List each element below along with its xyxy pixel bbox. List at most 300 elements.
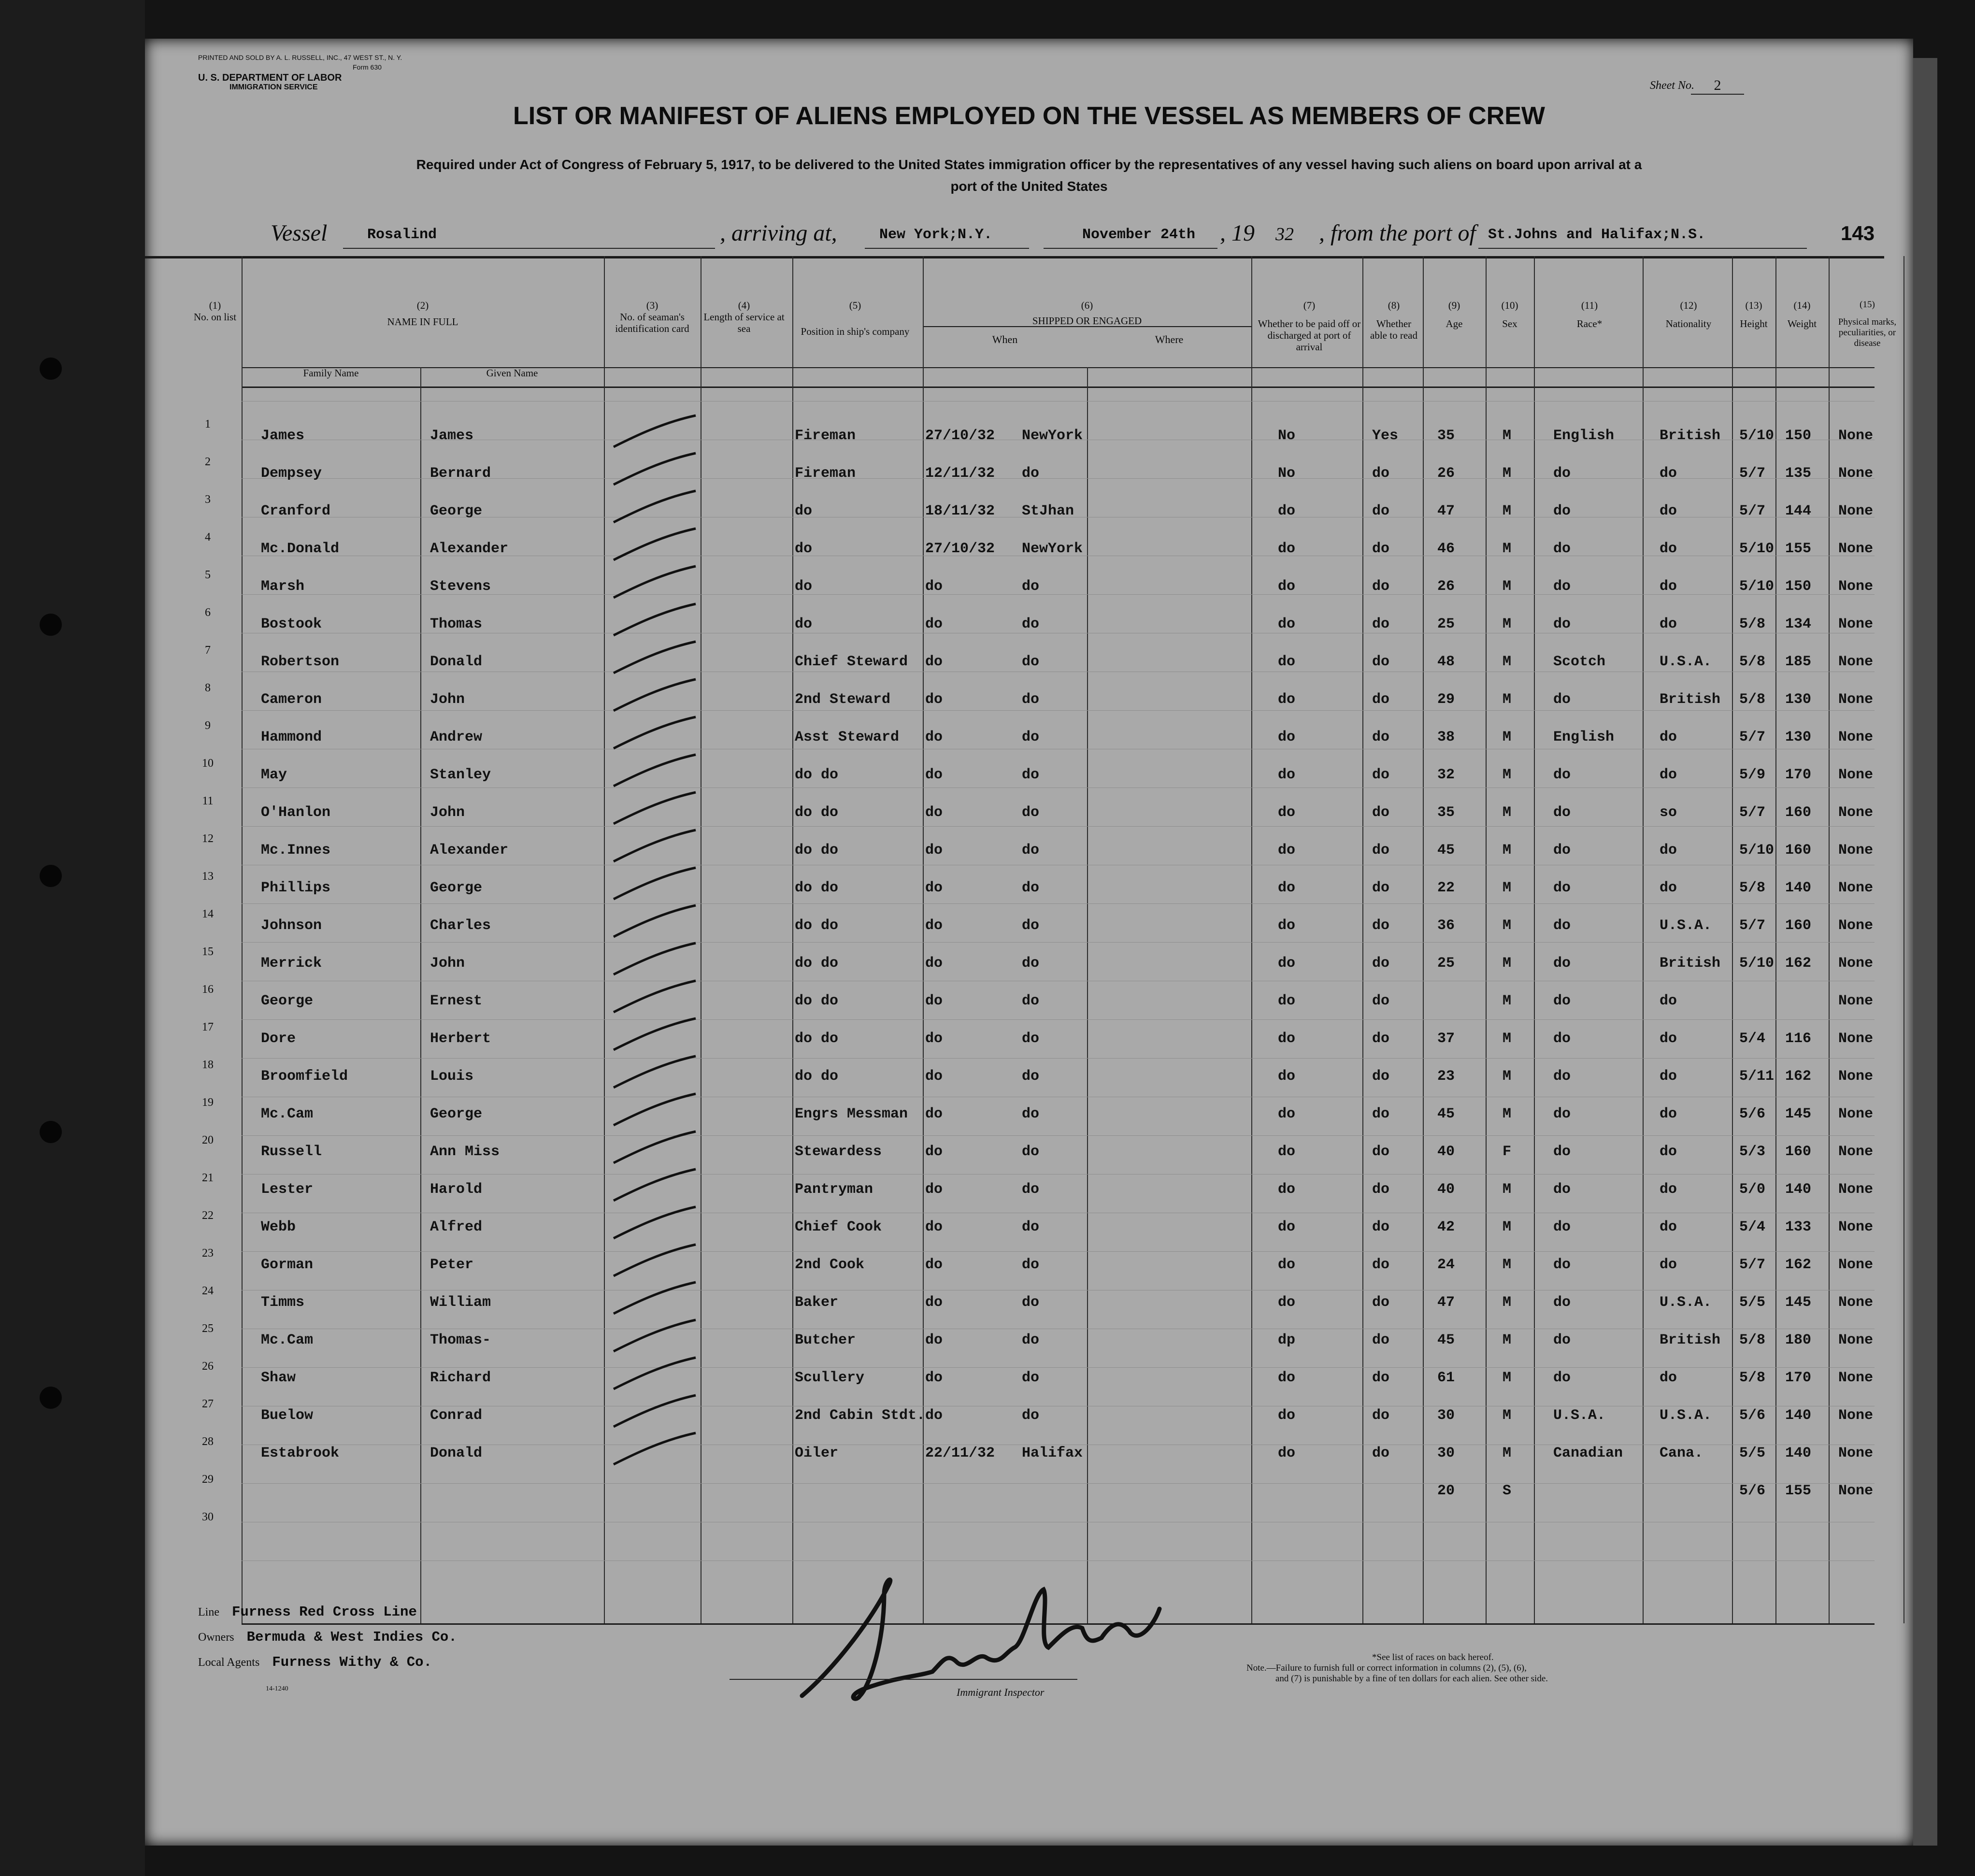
cell-sex: M xyxy=(1503,1068,1512,1085)
identification-check-mark xyxy=(604,865,710,904)
cell-when: do xyxy=(925,1332,943,1348)
cell-when: do xyxy=(925,993,943,1009)
vessel-label: Vessel xyxy=(271,220,328,246)
cell-where: NewYork xyxy=(1022,428,1083,444)
cell-given: Harold xyxy=(430,1181,483,1198)
row-number: 25 xyxy=(202,1322,214,1335)
identification-check-mark xyxy=(604,1054,710,1092)
cell-height: 5/3 xyxy=(1739,1144,1766,1160)
col11-header: (11) Race* xyxy=(1576,300,1603,330)
row-number: 26 xyxy=(202,1360,214,1373)
vessel-line xyxy=(271,220,1903,258)
cell-position: do do xyxy=(795,993,839,1009)
cell-age: 42 xyxy=(1437,1219,1455,1235)
cell-age: 45 xyxy=(1437,842,1455,859)
cell-read: do xyxy=(1372,1294,1390,1311)
cell-weight: 140 xyxy=(1785,1445,1812,1461)
cell-height: 5/7 xyxy=(1739,729,1766,745)
cell-where: do xyxy=(1022,578,1040,595)
cell-family: Webb xyxy=(261,1219,296,1235)
cell-age: 29 xyxy=(1437,691,1455,708)
cell-paid: do xyxy=(1278,1370,1296,1386)
row-number: 10 xyxy=(202,757,214,770)
cell-read: do xyxy=(1372,1181,1390,1198)
row-number: 9 xyxy=(205,719,211,732)
cell-family: Timms xyxy=(261,1294,305,1311)
cell-sex: M xyxy=(1503,1445,1512,1461)
cell-nationality: U.S.A. xyxy=(1660,1407,1712,1424)
cell-height: 5/6 xyxy=(1739,1407,1766,1424)
cell-family: O'Hanlon xyxy=(261,804,331,821)
cell-weight: 140 xyxy=(1785,880,1812,896)
col6-where-header: Where xyxy=(1155,333,1184,345)
cell-where: StJhan xyxy=(1022,503,1074,519)
cell-sex: M xyxy=(1503,1332,1512,1348)
cell-age: 35 xyxy=(1437,428,1455,444)
cell-family: May xyxy=(261,767,287,783)
cell-paid: do xyxy=(1278,993,1296,1009)
identification-check-mark xyxy=(604,601,710,640)
cell-position: do do xyxy=(795,917,839,934)
cell-where: do xyxy=(1022,880,1040,896)
cell-weight: 145 xyxy=(1785,1106,1812,1122)
cell-age: 61 xyxy=(1437,1370,1455,1386)
col1-header: (1) No. on list xyxy=(193,300,237,323)
identification-check-mark xyxy=(604,451,710,489)
cell-height: 5/8 xyxy=(1739,880,1766,896)
col8-header: (8) Whether able to read xyxy=(1370,300,1417,342)
cell-marks: None xyxy=(1838,616,1874,632)
cell-paid: do xyxy=(1278,917,1296,934)
cell-paid: do xyxy=(1278,842,1296,859)
sheet-number: 2 xyxy=(1691,77,1744,95)
cell-where: do xyxy=(1022,1332,1040,1348)
cell-read: do xyxy=(1372,1407,1390,1424)
cell-paid: do xyxy=(1278,955,1296,972)
identification-check-mark xyxy=(604,1242,710,1281)
col2-family-header: Family Name xyxy=(303,367,359,379)
cell-marks: None xyxy=(1838,503,1874,519)
cell-read: do xyxy=(1372,1257,1390,1273)
cell-paid: do xyxy=(1278,691,1296,708)
cell-where: do xyxy=(1022,691,1040,708)
cell-paid: do xyxy=(1278,1031,1296,1047)
cell-when: do xyxy=(925,804,943,821)
identification-check-mark xyxy=(604,1317,710,1356)
cell-where: do xyxy=(1022,654,1040,670)
cell-marks: None xyxy=(1838,578,1874,595)
cell-height: 5/10 xyxy=(1739,428,1775,444)
cell-where: do xyxy=(1022,1294,1040,1311)
cell-race: English xyxy=(1553,428,1615,444)
col12-header: (12) Nationality xyxy=(1665,300,1712,330)
col14-header: (14) Weight xyxy=(1787,300,1817,330)
cell-height: 5/8 xyxy=(1739,616,1766,632)
cell-race: do xyxy=(1553,1181,1571,1198)
cell-marks: None xyxy=(1838,1483,1874,1499)
cell-read: do xyxy=(1372,1068,1390,1085)
cell-where: do xyxy=(1022,955,1040,972)
identification-check-mark xyxy=(604,639,710,678)
cell-when: do xyxy=(925,1294,943,1311)
cell-weight: 116 xyxy=(1785,1031,1812,1047)
cell-paid: do xyxy=(1278,729,1296,745)
cell-height: 5/5 xyxy=(1739,1294,1766,1311)
cell-height: 5/5 xyxy=(1739,1445,1766,1461)
cell-when: do xyxy=(925,1031,943,1047)
cell-position: Chief Steward xyxy=(795,654,908,670)
cell-weight: 133 xyxy=(1785,1219,1812,1235)
cell-race: do xyxy=(1553,1257,1571,1273)
col10-header: (10) Sex xyxy=(1501,300,1518,330)
cell-weight: 170 xyxy=(1785,767,1812,783)
cell-when: do xyxy=(925,1106,943,1122)
cell-read: do xyxy=(1372,1031,1390,1047)
form-number: Form 630 xyxy=(353,63,382,71)
cell-sex: M xyxy=(1503,767,1512,783)
cell-read: do xyxy=(1372,1370,1390,1386)
cell-sex: M xyxy=(1503,691,1512,708)
cell-height: 5/8 xyxy=(1739,1370,1766,1386)
cell-race: U.S.A. xyxy=(1553,1407,1606,1424)
cell-read: do xyxy=(1372,503,1390,519)
cell-when: do xyxy=(925,729,943,745)
cell-sex: M xyxy=(1503,1219,1512,1235)
cell-nationality: do xyxy=(1660,616,1677,632)
cell-when: do xyxy=(925,1068,943,1085)
row-number: 27 xyxy=(202,1398,214,1410)
cell-weight: 160 xyxy=(1785,804,1812,821)
cell-given: Conrad xyxy=(430,1407,483,1424)
cell-nationality: do xyxy=(1660,578,1677,595)
cell-race: do xyxy=(1553,993,1571,1009)
row-number: 11 xyxy=(202,795,214,807)
cell-where: do xyxy=(1022,1407,1040,1424)
cell-when: do xyxy=(925,578,943,595)
cell-marks: None xyxy=(1838,880,1874,896)
sheet-number-label: Sheet No. xyxy=(1650,79,1694,92)
row-number: 7 xyxy=(205,644,211,657)
inspector-label: Immigrant Inspector xyxy=(957,1686,1045,1698)
cell-family: Phillips xyxy=(261,880,331,896)
cell-family: George xyxy=(261,993,314,1009)
cell-race: do xyxy=(1553,804,1571,821)
cell-nationality: do xyxy=(1660,1257,1677,1273)
cell-marks: None xyxy=(1838,1181,1874,1198)
cell-sex: S xyxy=(1503,1483,1512,1499)
cell-where: do xyxy=(1022,1181,1040,1198)
identification-check-mark xyxy=(604,1167,710,1205)
cell-read: Yes xyxy=(1372,428,1399,444)
cell-race: do xyxy=(1553,1068,1571,1085)
row-number: 19 xyxy=(202,1096,214,1109)
cell-race: English xyxy=(1553,729,1615,745)
cell-age: 30 xyxy=(1437,1407,1455,1424)
cell-weight: 155 xyxy=(1785,541,1812,557)
cell-age: 40 xyxy=(1437,1144,1455,1160)
manifest-sheet xyxy=(145,39,1913,1846)
page-number: 143 xyxy=(1841,222,1875,244)
cell-age: 45 xyxy=(1437,1106,1455,1122)
agents-field: Local Agents Furness Withy & Co. xyxy=(198,1654,432,1670)
line-value: Furness Red Cross Line xyxy=(231,1604,417,1620)
cell-age: 46 xyxy=(1437,541,1455,557)
row-number: 24 xyxy=(202,1285,214,1297)
punch-hole xyxy=(40,358,62,380)
cell-marks: None xyxy=(1838,842,1874,859)
cell-family: Broomfield xyxy=(261,1068,348,1085)
printer-line: PRINTED AND SOLD BY A. L. RUSSELL, INC., 47 WEST ST., N. Y. xyxy=(198,54,402,61)
cell-race: do xyxy=(1553,1031,1571,1047)
identification-check-mark xyxy=(604,752,710,791)
identification-check-mark xyxy=(604,1091,710,1130)
cell-nationality: do xyxy=(1660,1031,1677,1047)
cell-nationality: do xyxy=(1660,1106,1677,1122)
identification-check-mark xyxy=(604,978,710,1017)
cell-paid: do xyxy=(1278,503,1296,519)
cell-paid: do xyxy=(1278,1144,1296,1160)
cell-age: 22 xyxy=(1437,880,1455,896)
cell-age: 30 xyxy=(1437,1445,1455,1461)
cell-family: Mc.Donald xyxy=(261,541,340,557)
cell-family: Merrick xyxy=(261,955,322,972)
cell-nationality: do xyxy=(1660,1219,1677,1235)
cell-position: do xyxy=(795,503,813,519)
identification-check-mark xyxy=(604,1016,710,1055)
col5-header: (5) Position in ship's company xyxy=(801,300,910,338)
col6-when-header: When xyxy=(992,333,1018,345)
agents-value: Furness Withy & Co. xyxy=(272,1654,432,1670)
cell-paid: do xyxy=(1278,1106,1296,1122)
cell-race: do xyxy=(1553,578,1571,595)
cell-where: do xyxy=(1022,842,1040,859)
cell-family: Johnson xyxy=(261,917,322,934)
cell-weight: 135 xyxy=(1785,465,1812,482)
cell-read: do xyxy=(1372,993,1390,1009)
col9-header: (9) Age xyxy=(1445,300,1463,330)
cell-where: do xyxy=(1022,729,1040,745)
cell-race: do xyxy=(1553,1332,1571,1348)
cell-age: 45 xyxy=(1437,1332,1455,1348)
cell-paid: do xyxy=(1278,1294,1296,1311)
cell-sex: M xyxy=(1503,616,1512,632)
cell-read: do xyxy=(1372,842,1390,859)
identification-check-mark xyxy=(604,413,710,452)
cell-age: 26 xyxy=(1437,465,1455,482)
cell-age: 38 xyxy=(1437,729,1455,745)
cell-race: do xyxy=(1553,1294,1571,1311)
cell-sex: F xyxy=(1503,1144,1512,1160)
cell-paid: do xyxy=(1278,1181,1296,1198)
cell-sex: M xyxy=(1503,428,1512,444)
cell-weight: 185 xyxy=(1785,654,1812,670)
cell-where: do xyxy=(1022,1031,1040,1047)
cell-nationality: do xyxy=(1660,465,1677,482)
cell-race: do xyxy=(1553,503,1571,519)
cell-paid: do xyxy=(1278,1445,1296,1461)
row-number: 18 xyxy=(202,1059,214,1071)
cell-nationality: do xyxy=(1660,541,1677,557)
cell-given: Charles xyxy=(430,917,491,934)
cell-position: do do xyxy=(795,1031,839,1047)
cell-where: Halifax xyxy=(1022,1445,1083,1461)
col2-given-header: Given Name xyxy=(486,367,538,379)
cell-family: Dore xyxy=(261,1031,296,1047)
cell-where: do xyxy=(1022,767,1040,783)
cell-nationality: British xyxy=(1660,691,1721,708)
cell-family: Cameron xyxy=(261,691,322,708)
cell-family: Gorman xyxy=(261,1257,314,1273)
cell-position: Baker xyxy=(795,1294,839,1311)
cell-nationality: do xyxy=(1660,842,1677,859)
cell-race: do xyxy=(1553,842,1571,859)
cell-height: 5/7 xyxy=(1739,917,1766,934)
cell-height: 5/10 xyxy=(1739,955,1775,972)
cell-position: Fireman xyxy=(795,465,856,482)
cell-marks: None xyxy=(1838,917,1874,934)
cell-when: do xyxy=(925,1181,943,1198)
identification-check-mark xyxy=(604,1355,710,1394)
cell-position: Pantryman xyxy=(795,1181,873,1198)
cell-sex: M xyxy=(1503,993,1512,1009)
cell-when: do xyxy=(925,654,943,670)
row-number: 15 xyxy=(202,945,214,958)
identification-check-mark xyxy=(604,1129,710,1168)
note-block: *See list of races on back hereof. Note.—Failure to furnish full or correct information in columns (2), (5), (6), and (7) is punishable by a fine of ten dollars for each alien. See other side. xyxy=(1246,1652,1548,1684)
cell-weight: 134 xyxy=(1785,616,1812,632)
cell-weight: 160 xyxy=(1785,917,1812,934)
cell-read: do xyxy=(1372,541,1390,557)
identification-check-mark xyxy=(604,564,710,602)
cell-sex: M xyxy=(1503,1407,1512,1424)
cell-paid: do xyxy=(1278,1257,1296,1273)
cell-paid: do xyxy=(1278,1068,1296,1085)
identification-check-mark xyxy=(604,1280,710,1318)
arriving-label: , arriving at, xyxy=(720,220,837,246)
cell-position: 2nd Cabin Stdt. xyxy=(795,1407,926,1424)
cell-nationality: U.S.A. xyxy=(1660,654,1712,670)
cell-marks: None xyxy=(1838,1031,1874,1047)
cell-where: do xyxy=(1022,1370,1040,1386)
cell-sex: M xyxy=(1503,503,1512,519)
document-subtitle-2: port of the United States xyxy=(950,179,1108,194)
cell-marks: None xyxy=(1838,541,1874,557)
cell-age: 40 xyxy=(1437,1181,1455,1198)
cell-where: do xyxy=(1022,993,1040,1009)
row-number: 17 xyxy=(202,1021,214,1033)
cell-nationality: do xyxy=(1660,1370,1677,1386)
cell-when: 22/11/32 xyxy=(925,1445,995,1461)
cell-race: do xyxy=(1553,880,1571,896)
cell-paid: do xyxy=(1278,541,1296,557)
cell-paid: do xyxy=(1278,804,1296,821)
cell-sex: M xyxy=(1503,729,1512,745)
row-number: 13 xyxy=(202,870,214,883)
cell-sex: M xyxy=(1503,465,1512,482)
cell-age: 32 xyxy=(1437,767,1455,783)
cell-given: Stanley xyxy=(430,767,491,783)
cell-weight: 130 xyxy=(1785,691,1812,708)
col4-header: (4) Length of service at sea xyxy=(703,300,785,335)
cell-marks: None xyxy=(1838,428,1874,444)
cell-when: do xyxy=(925,691,943,708)
cell-paid: dp xyxy=(1278,1332,1296,1348)
year-prefix: , 19 xyxy=(1220,220,1255,246)
cell-sex: M xyxy=(1503,917,1512,934)
cell-age: 35 xyxy=(1437,804,1455,821)
cell-when: do xyxy=(925,1144,943,1160)
cell-read: do xyxy=(1372,917,1390,934)
cell-nationality: British xyxy=(1660,1332,1721,1348)
cell-when: 27/10/32 xyxy=(925,541,995,557)
cell-height: 5/0 xyxy=(1739,1181,1766,1198)
cell-where: do xyxy=(1022,465,1040,482)
cell-given: John xyxy=(430,955,465,972)
arriving-port: New York;N.Y. xyxy=(879,227,993,243)
cell-family: Cranford xyxy=(261,503,331,519)
cell-sex: M xyxy=(1503,578,1512,595)
cell-read: do xyxy=(1372,804,1390,821)
cell-given: Ann Miss xyxy=(430,1144,500,1160)
cell-weight: 144 xyxy=(1785,503,1812,519)
cell-given: John xyxy=(430,804,465,821)
owners-field: Owners Bermuda & West Indies Co. xyxy=(198,1629,457,1645)
cell-read: do xyxy=(1372,1332,1390,1348)
cell-position: 2nd Cook xyxy=(795,1257,865,1273)
cell-when: do xyxy=(925,767,943,783)
cell-where: do xyxy=(1022,1068,1040,1085)
cell-marks: None xyxy=(1838,1370,1874,1386)
cell-position: do xyxy=(795,616,813,632)
row-number: 12 xyxy=(202,832,214,845)
cell-position: do do xyxy=(795,842,839,859)
cell-nationality: so xyxy=(1660,804,1677,821)
cell-read: do xyxy=(1372,578,1390,595)
cell-weight: 140 xyxy=(1785,1407,1812,1424)
cell-given: Thomas- xyxy=(430,1332,491,1348)
identification-check-mark xyxy=(604,526,710,565)
cell-race: do xyxy=(1553,465,1571,482)
cell-where: NewYork xyxy=(1022,541,1083,557)
cell-family: Robertson xyxy=(261,654,340,670)
row-number: 20 xyxy=(202,1134,214,1146)
cell-given: Andrew xyxy=(430,729,483,745)
cell-nationality: do xyxy=(1660,1181,1677,1198)
cell-paid: do xyxy=(1278,616,1296,632)
row-number: 22 xyxy=(202,1209,214,1222)
cell-paid: do xyxy=(1278,767,1296,783)
cell-given: Bernard xyxy=(430,465,491,482)
cell-marks: None xyxy=(1838,691,1874,708)
cell-sex: M xyxy=(1503,880,1512,896)
cell-marks: None xyxy=(1838,1219,1874,1235)
cell-nationality: do xyxy=(1660,1068,1677,1085)
cell-given: George xyxy=(430,1106,483,1122)
cell-weight: 155 xyxy=(1785,1483,1812,1499)
cell-when: do xyxy=(925,1407,943,1424)
cell-race: do xyxy=(1553,691,1571,708)
cell-position: Stewardess xyxy=(795,1144,882,1160)
cell-position: do do xyxy=(795,955,839,972)
cell-when: do xyxy=(925,616,943,632)
cell-height: 5/7 xyxy=(1739,804,1766,821)
cell-race: do xyxy=(1553,1219,1571,1235)
cell-paid: do xyxy=(1278,1407,1296,1424)
cell-marks: None xyxy=(1838,1144,1874,1160)
cell-age: 36 xyxy=(1437,917,1455,934)
identification-check-mark xyxy=(604,715,710,753)
cell-weight: 130 xyxy=(1785,729,1812,745)
